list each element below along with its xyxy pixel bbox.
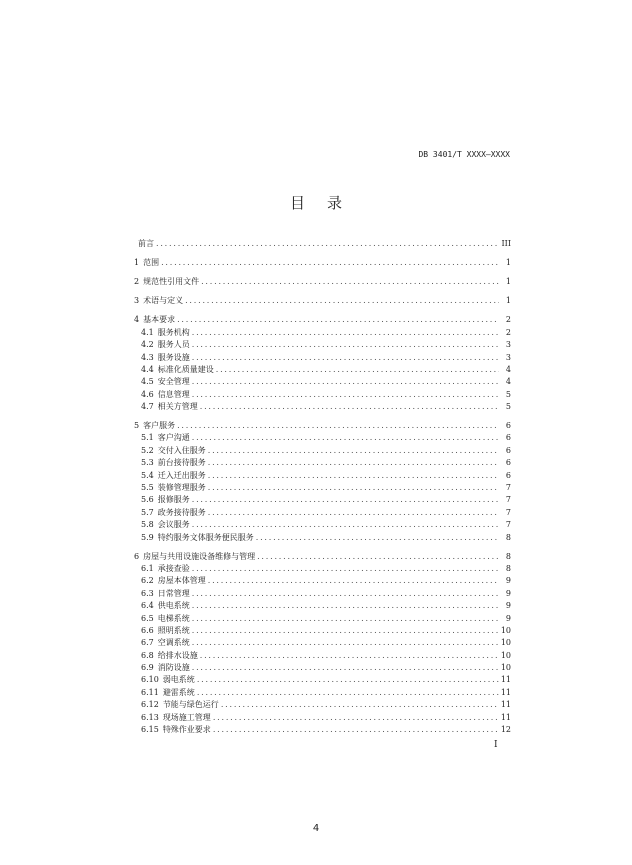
toc-entry-page: 8 [505,563,511,573]
toc-entry-number: 4.1 [141,327,154,337]
toc-entry-label: 给排水设施 [157,650,198,660]
toc-dot-leader [208,458,499,468]
toc-dot-leader [192,638,499,648]
toc-entry-page: 12 [500,725,511,735]
toc-entry-label: 房屋与共用设施设备维修与管理 [143,551,256,561]
toc-entry-page: 7 [505,483,511,492]
toc-entry-page: 6 [505,445,511,455]
toc-section-entry[interactable] [134,698,511,710]
document-code: DB 3401/T XXXX—XXXX [418,150,510,159]
toc-entry-label: 会议服务 [157,520,190,530]
toc-dot-leader [192,390,499,400]
toc-dot-leader [192,433,499,443]
toc-entry-page: 10 [500,638,511,648]
toc-entry-label: 空调系统 [157,638,190,648]
toc-entry-number: 6.8 [141,650,154,660]
toc-entry-page: 6 [505,421,511,431]
toc-entry-number: 5.2 [141,445,154,455]
toc-entry-number: 6.13 [141,712,159,722]
toc-dot-leader [192,601,499,611]
toc-chapter-entry[interactable] [134,256,511,268]
toc-entry-number: 6.4 [141,601,154,611]
toc-entry-number: 6.9 [141,663,154,673]
toc-entry-page: 8 [505,532,511,542]
toc-dot-leader [208,446,499,456]
toc-entry-page: 1 [505,296,511,306]
toc-entry-label: 术语与定义 [143,296,184,306]
toc-section-entry[interactable] [134,338,511,350]
toc-entry-number: 6.6 [141,625,154,635]
toc-entry-number: 5.6 [141,495,154,505]
toc-entry-label: 范围 [143,258,160,268]
toc-entry-number: 5.8 [141,520,154,530]
toc-entry-label: 服务人员 [157,340,190,350]
toc-dot-leader [257,552,499,562]
toc-section-entry[interactable] [134,456,511,468]
toc-entry-label: 交付入住服务 [157,445,206,455]
toc-section-entry[interactable] [134,325,511,337]
toc-dot-leader [208,576,499,586]
toc-entry-page: 5 [505,402,511,412]
toc-section-entry[interactable] [134,518,511,530]
toc-dot-leader [192,589,499,599]
toc-entry-number: 1 [134,258,140,268]
toc-section-entry[interactable] [134,611,511,623]
toc-entry-page: 7 [505,520,511,530]
toc-dot-leader [192,495,499,505]
toc-dot-leader [192,328,499,338]
toc-entry-page: 2 [505,327,511,337]
toc-dot-leader [200,402,499,412]
toc-entry-number: 6.10 [141,675,159,685]
toc-entry-label: 弱电系统 [162,675,195,685]
toc-entry-number: 6.3 [141,588,154,598]
toc-section-entry[interactable] [134,586,511,598]
toc-entry-number: 5.1 [141,433,154,443]
toc-entry-number: 6.7 [141,638,154,648]
toc-section-entry[interactable] [134,710,511,722]
toc-entry-page: 9 [505,588,511,598]
toc-section-entry[interactable] [134,505,511,517]
toc-entry-label: 供电系统 [157,601,190,611]
toc-section-entry[interactable] [134,468,511,480]
toc-chapter-entry[interactable] [134,313,511,325]
toc-entry-page: 6 [505,458,511,468]
toc-section-entry[interactable] [134,685,511,697]
toc-entry-page: 9 [505,576,511,586]
toc-entry-page: 4 [505,364,511,374]
toc-entry-page: 11 [500,675,511,685]
toc-dot-leader [192,614,499,624]
toc-dot-leader [200,651,499,661]
toc-entry-label: 房屋本体管理 [157,576,206,586]
toc-entry-label: 客户服务 [143,421,176,431]
toc-entry-label: 规范性引用文件 [143,277,200,287]
toc-entry-label: 避雷系统 [162,687,195,697]
toc-entry-label: 迁入迁出服务 [157,470,206,480]
toc-section-entry[interactable] [134,530,511,542]
toc-dot-leader [161,258,499,268]
toc-dot-leader [208,508,499,518]
toc-chapter-entry[interactable] [134,549,511,561]
toc-entry-label: 装修管理服务 [157,483,206,492]
toc-entry-page: 5 [505,389,511,399]
toc-section-entry[interactable] [134,661,511,673]
toc-entry-number: 4.2 [141,340,154,350]
toc-section-entry[interactable] [134,350,511,362]
toc-section-entry[interactable] [134,375,511,387]
toc-dot-leader [192,564,499,574]
toc-section-entry[interactable] [134,387,511,399]
toc-section-entry[interactable] [134,481,511,493]
toc-entry-page: 7 [505,507,511,517]
toc-entry-page: 8 [505,551,511,561]
toc-entry-number: 5.3 [141,458,154,468]
toc-entry-page: 1 [505,277,511,287]
toc-dot-leader [208,483,499,493]
toc-entry-label: 电梯系统 [157,613,190,623]
toc-dot-leader [213,725,499,735]
toc-entry-page: 11 [500,700,511,710]
toc-entry-page: 4 [505,377,511,387]
toc-entry-number: 5.9 [141,532,154,542]
toc-dot-leader [192,520,499,530]
toc-section-entry[interactable] [134,562,511,574]
toc-entry-page: III [501,239,511,249]
toc-entry-label: 日常管理 [157,588,190,598]
toc-entry-page: 10 [500,625,511,635]
table-of-contents [134,237,511,735]
toc-dot-leader [192,626,499,636]
toc-dot-leader [185,296,499,306]
toc-section-entry[interactable] [134,723,511,735]
toc-entry-label: 客户沟通 [157,433,190,443]
toc-entry-number: 6 [134,551,140,561]
toc-entry-label: 特殊作业要求 [162,725,211,735]
toc-section-entry[interactable] [134,673,511,685]
toc-entry-number: 4.7 [141,402,154,412]
toc-entry-label: 标准化质量建设 [157,364,214,374]
toc-entry-number: 4.4 [141,364,154,374]
toc-entry-number: 6.5 [141,613,154,623]
toc-dot-leader [197,675,499,685]
toc-entry-page: 11 [500,712,511,722]
toc-entry-page: 6 [505,433,511,443]
toc-section-entry[interactable] [134,493,511,505]
toc-entry-number: 6.12 [141,700,159,710]
toc-entry-label: 政务接待服务 [157,507,206,517]
toc-entry-label: 前言 [138,239,154,249]
toc-entry-number: 6.11 [141,687,159,697]
toc-dot-leader [201,277,499,287]
toc-entry-page: 11 [500,687,511,697]
toc-entry-number: 5 [134,421,140,431]
toc-entry-label: 服务机构 [157,327,190,337]
toc-chapter-entry[interactable] [134,275,511,287]
toc-chapter-entry[interactable] [134,419,511,431]
toc-entry-label: 相关方管理 [157,402,198,412]
toc-entry-number: 4.6 [141,389,154,399]
toc-entry-label: 节能与绿色运行 [162,700,219,710]
toc-entry-page: 1 [505,258,511,268]
toc-entry-label: 特约服务文体服务便民服务 [157,532,254,542]
toc-entry-page: 3 [505,340,511,350]
toc-entry-label: 基本要求 [143,315,176,325]
toc-dot-leader [177,315,499,325]
toc-entry-number: 5.4 [141,470,154,480]
toc-dot-leader [192,377,499,387]
toc-dot-leader [192,340,499,350]
toc-entry-number: 6.2 [141,576,154,586]
toc-section-entry[interactable] [134,363,511,375]
toc-entry-page: 10 [500,663,511,673]
toc-section-entry[interactable] [134,599,511,611]
toc-entry-number: 6.15 [141,725,159,735]
toc-dot-leader [213,713,499,723]
toc-entry-number: 5.7 [141,507,154,517]
toc-entry-number: 4 [134,315,140,325]
toc-section-entry[interactable] [134,624,511,636]
toc-entry-label: 消防设施 [157,663,190,673]
toc-entry-number: 4.3 [141,352,154,362]
toc-chapter-entry[interactable] [134,294,511,306]
toc-section-entry[interactable] [134,443,511,455]
page-title: 目录 [289,194,364,212]
toc-dot-leader [256,533,499,543]
toc-section-entry[interactable] [134,648,511,660]
sheet-page-number: 4 [312,823,320,834]
toc-dot-leader [216,365,499,375]
toc-entry-page: 3 [505,352,511,362]
toc-dot-leader [156,239,499,249]
toc-entry-label: 照明系统 [157,625,190,635]
toc-dot-leader [221,700,499,710]
toc-section-entry[interactable] [134,431,511,443]
toc-entry-page: 10 [500,650,511,660]
toc-entry-label: 前台接待服务 [157,458,206,468]
toc-section-entry[interactable] [134,574,511,586]
toc-section-entry[interactable] [134,400,511,412]
toc-entry-label: 现场施工管理 [162,712,211,722]
toc-dot-leader [197,688,499,698]
toc-entry-number: 6.1 [141,563,154,573]
toc-entry-page: 9 [505,613,511,623]
toc-chapter-entry[interactable] [134,237,511,249]
toc-entry-number: 3 [134,296,140,306]
toc-entry-page: 2 [505,315,511,325]
toc-entry-page: 9 [505,601,511,611]
toc-entry-label: 信息管理 [157,389,190,399]
roman-page-number: I [494,740,498,750]
toc-dot-leader [192,353,499,363]
toc-entry-label: 报修服务 [157,495,190,505]
toc-entry-number: 5.5 [141,483,154,492]
toc-section-entry[interactable] [134,636,511,648]
toc-entry-page: 7 [505,495,511,505]
toc-entry-label: 安全管理 [157,377,190,387]
toc-entry-label: 承接查验 [157,563,190,573]
toc-entry-page: 6 [505,470,511,480]
toc-dot-leader [208,471,499,481]
toc-dot-leader [177,421,499,431]
toc-dot-leader [192,663,499,673]
toc-entry-number: 4.5 [141,377,154,387]
toc-entry-label: 服务设施 [157,352,190,362]
toc-entry-number: 2 [134,277,140,287]
